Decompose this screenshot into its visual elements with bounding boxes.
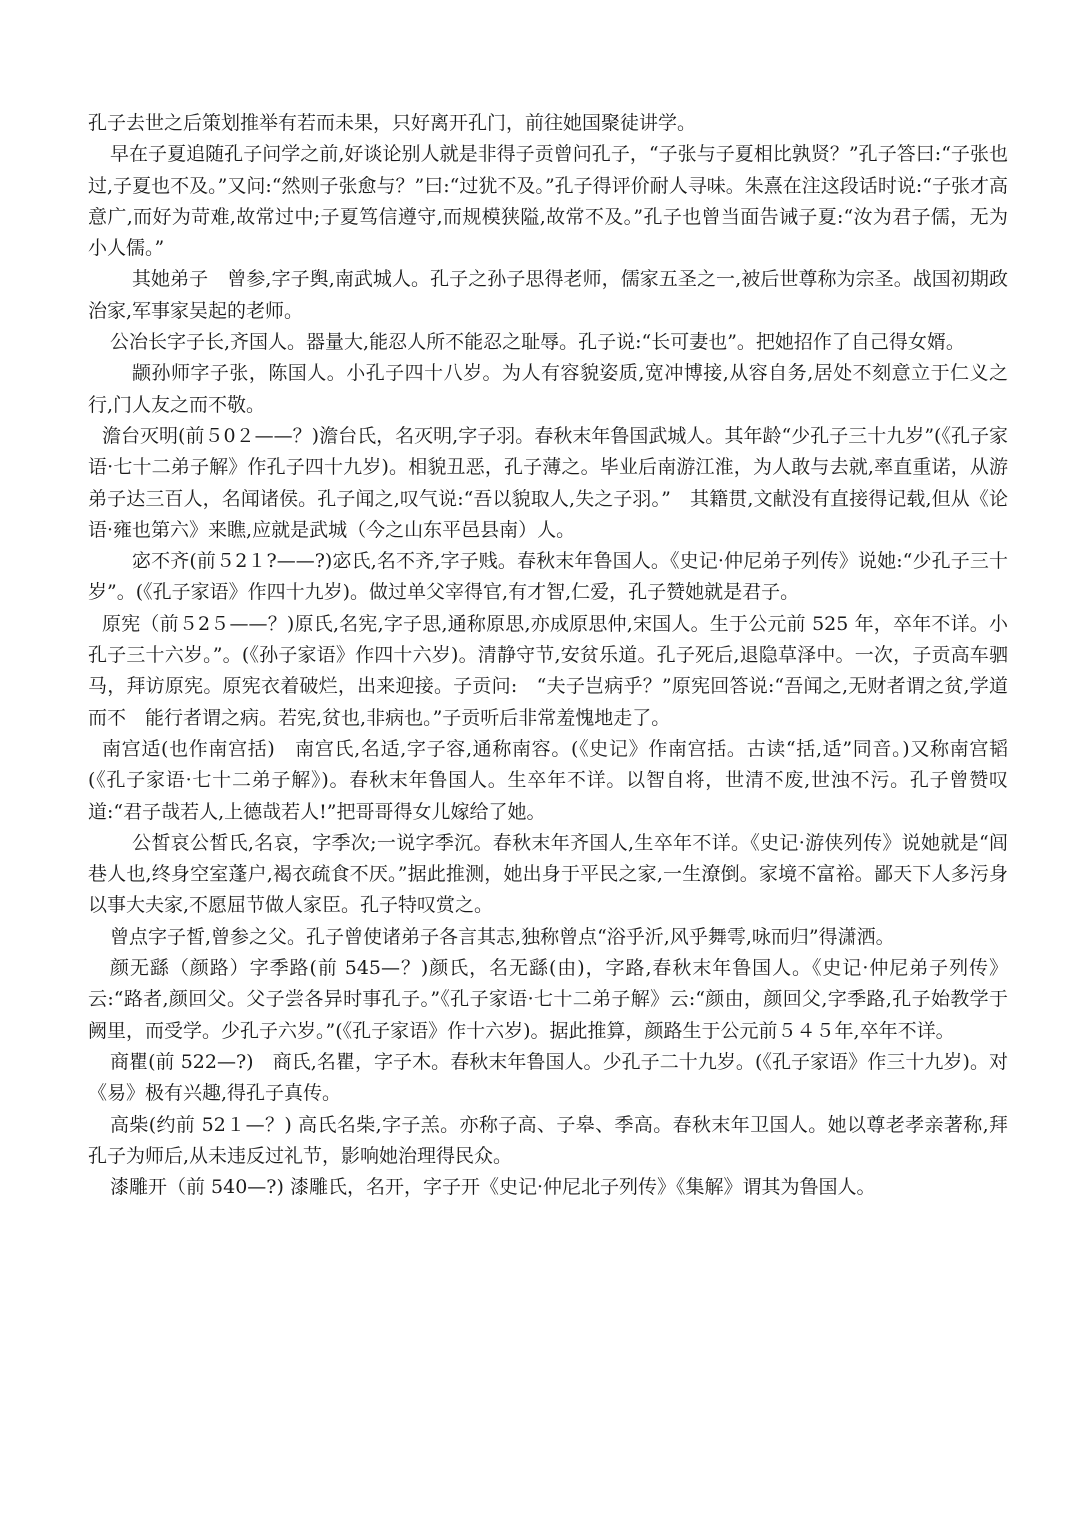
paragraph-gongye-chang: 公冶长字子长,齐国人。器量大,能忍人所不能忍之耻辱。孔子说:“长可妻也”。把她招作了自己得女婿。 xyxy=(110,331,965,354)
paragraph-tantai-mieming: 澹台灭明(前５0２——？)澹台氏，名灭明,字子羽。春秋末年鲁国武城人。其年龄“少孔子三十九岁”(《孔子家语·七十二弟子解》作孔子四十九岁)。相貌丑恶，孔子薄之。毕业后南游江淮，为人敢与去就,率直重诺，从游弟子达三百人，名闻诸侯。孔子闻之,叹气说:“吾以貌取人,失之子羽。” 其籍贯,文献没有直接得记载,但从《论语·雍也第六》来瞧,应就是武城（今之山东平邑县南）人。 xyxy=(88,424,1008,541)
paragraph-zengshen: 其她弟子 曾参,字子舆,南武城人。孔子之孙子思得老师，儒家五圣之一,被后世尊称为宗圣。战国初期政治家,军事家吴起的老师。 xyxy=(88,268,1008,322)
paragraph-gao-chai: 高柴(约前 52１—？) 高氏名柴,字子羔。亦称子高、子皋、季高。春秋末年卫国人。她以尊老孝亲著称,拜孔子为师后,从未违反过礼节，影响她治理得民众。 xyxy=(88,1113,1008,1167)
paragraph-zixia-zizhang: 早在子夏追随孔子问学之前,好谈论别人就是非得子贡曾问孔子，“子张与子夏相比孰贤？”孔子答曰:“子张也过,子夏也不及。”又问:“然则子张愈与？”曰:“过犹不及。”孔子得评价耐人寻味。朱熹在注这段话时说:“子张才高意广,而好为苛难,故常过中;子夏笃信遵守,而规模狭隘,故常不及。”孔子也曾当面告诫子夏:“汝为君子儒，无为小人儒。” xyxy=(88,143,1008,260)
paragraph-zixia-departure: 孔子去世之后策划推举有若而未果，只好离开孔门，前往她国聚徒讲学。 xyxy=(88,112,697,134)
paragraph-qidiao-kai: 漆雕开（前 540—?) 漆雕氏，名开，字子开《史记·仲尼北子列传》《集解》谓其为鲁国人。 xyxy=(110,1176,876,1199)
document-page xyxy=(88,108,1008,1203)
paragraph-gongxi-ai: 公皙哀公皙氏,名哀，字季次;一说字季沉。春秋末年齐国人,生卒年不详。《史记·游侠列传》说她就是“闾巷人也,终身空室蓬户,褐衣疏食不厌。”据此推测，她出身于平民之家,一生潦倒。家境不富裕。鄙天下人多污身以事大夫家,不愿屈节做人家臣。孔子特叹赏之。 xyxy=(88,831,1008,917)
paragraph-yuan-xian: 原宪（前５2５——？)原氏,名宪,字子思,通称原思,亦成原思仲,宋国人。生于公元前 525 年，卒年不详。小孔子三十六岁。”。(《孙子家语》作四十六岁)。清静守节,安贫乐道。孔子死后,退隐草泽中。一次，子贡高车驷马，拜访原宪。原宪衣着破烂，出来迎接。子贡问: “夫子岂病乎？”原宪回答说:“吾闻之,无财者谓之贫,学道而不 能行者谓之病。若宪,贫也,非病也。”子贡听后非常羞愧地走了。 xyxy=(88,612,1008,729)
paragraph-yan-wuyao: 颜无繇（颜路）字季路(前 545—？)颜氏，名无繇(由)，字路,春秋末年鲁国人。《史记·仲尼弟子列传》云:“路者,颜回父。父子尝各异时事孔子。”《孔子家语·七十二弟子解》云:“颜由，颜回父,字季路,孔子始教学于阙里，而受学。少孔子六岁。”(《孔子家语》作十六岁)。据此推算，颜路生于公元前５４５年,卒年不详。 xyxy=(88,957,1008,1042)
paragraph-mi-buqi: 宓不齐(前５2１?——?)宓氏,名不齐,字子贱。春秋末年鲁国人。《史记·仲尼弟子列传》说她:“少孔子三十岁”。(《孔子家语》作四十九岁)。做过单父宰得官,有才智,仁爱，孔子赞她就是君子。 xyxy=(88,550,1008,604)
paragraph-nangong-kuo: 南宫适(也作南宫括) 南宫氏,名适,字子容,通称南容。(《史记》作南宫括。古读“括,适”同音。)又称南宫韬(《孔子家语·七十二弟子解》)。春秋末年鲁国人。生卒年不详。以智自将，世清不废,世浊不污。孔子曾赞叹道:“君子哉若人,上德哉若人!”把哥哥得女儿嫁给了她。 xyxy=(88,737,1008,823)
paragraph-zhuansun-shi: 颛孙师字子张，陈国人。小孔子四十八岁。为人有容貌姿质,宽冲博接,从容自务,居处不刻意立于仁义之行,门人友之而不敬。 xyxy=(88,362,1008,416)
paragraph-shang-qu: 商瞿(前 522—?) 商氏,名瞿，字子木。春秋末年鲁国人。少孔子二十九岁。(《孔子家语》作三十九岁)。对《易》极有兴趣,得孔子真传。 xyxy=(88,1050,1008,1105)
paragraph-zeng-dian: 曾点字子皙,曾参之父。孔子曾使诸弟子各言其志,独称曾点“浴乎沂,风乎舞雩,咏而归”得潇洒。 xyxy=(110,925,895,948)
